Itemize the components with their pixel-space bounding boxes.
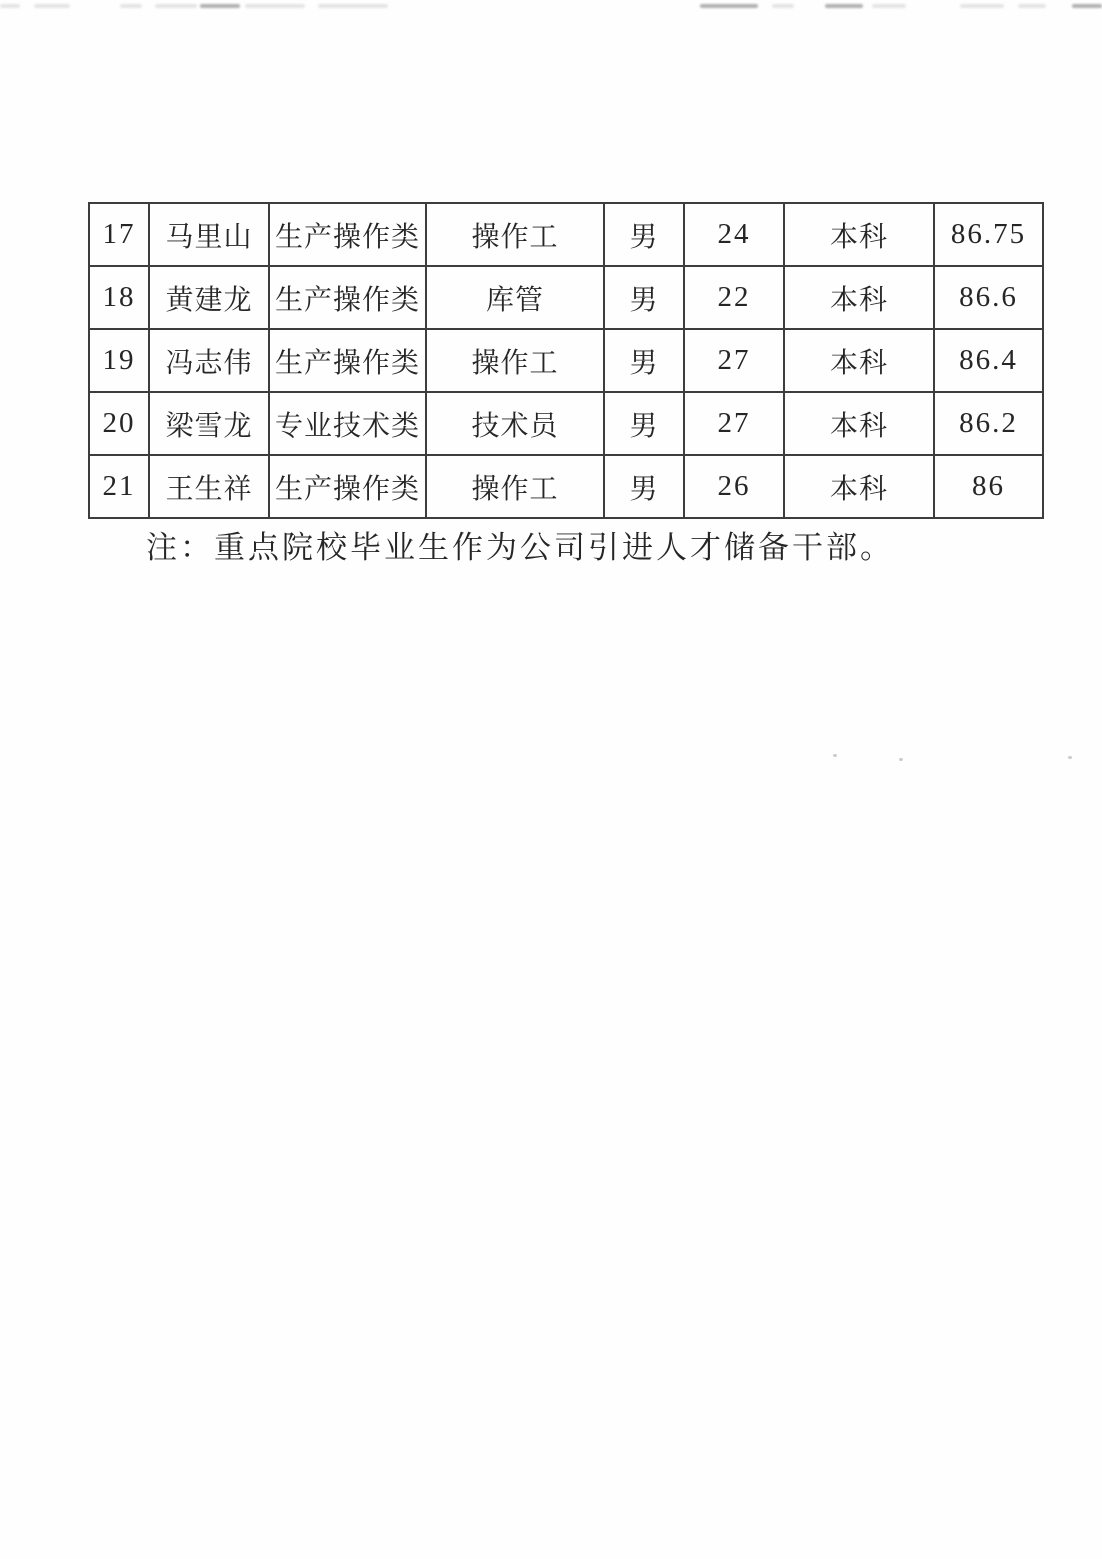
- cell-name: 黄建龙: [149, 266, 269, 329]
- cell-category: 生产操作类: [269, 455, 426, 518]
- scan-artifact: [200, 4, 240, 8]
- cell-score: 86.4: [934, 329, 1043, 392]
- cell-category: 生产操作类: [269, 266, 426, 329]
- cell-education: 本科: [784, 203, 934, 266]
- cell-score: 86.75: [934, 203, 1043, 266]
- cell-education: 本科: [784, 266, 934, 329]
- scan-artifact: [825, 4, 863, 8]
- table-row: [89, 266, 1043, 329]
- scan-speckle: [833, 754, 837, 757]
- roster-table: [88, 202, 1044, 519]
- scan-artifact: [772, 4, 794, 8]
- scan-artifact: [872, 4, 906, 8]
- cell-category: 生产操作类: [269, 329, 426, 392]
- cell-category: 专业技术类: [269, 392, 426, 455]
- cell-position: 操作工: [426, 203, 604, 266]
- scan-artifact: [245, 4, 305, 8]
- cell-position: 操作工: [426, 455, 604, 518]
- scan-artifact: [0, 4, 20, 8]
- cell-name: 王生祥: [149, 455, 269, 518]
- cell-position: 库管: [426, 266, 604, 329]
- cell-gender: 男: [604, 266, 684, 329]
- cell-education: 本科: [784, 455, 934, 518]
- cell-gender: 男: [604, 203, 684, 266]
- cell-score: 86.2: [934, 392, 1043, 455]
- cell-index: 19: [89, 329, 149, 392]
- scan-artifact: [34, 4, 70, 8]
- cell-position: 技术员: [426, 392, 604, 455]
- cell-category: 生产操作类: [269, 203, 426, 266]
- cell-age: 27: [684, 329, 784, 392]
- scan-artifact: [1018, 4, 1046, 8]
- cell-score: 86.6: [934, 266, 1043, 329]
- cell-name: 冯志伟: [149, 329, 269, 392]
- cell-education: 本科: [784, 392, 934, 455]
- scan-artifact: [318, 4, 388, 8]
- table-row: [89, 203, 1043, 266]
- cell-name: 梁雪龙: [149, 392, 269, 455]
- cell-age: 26: [684, 455, 784, 518]
- cell-gender: 男: [604, 392, 684, 455]
- cell-position: 操作工: [426, 329, 604, 392]
- cell-name: 马里山: [149, 203, 269, 266]
- cell-gender: 男: [604, 455, 684, 518]
- table-row: [89, 329, 1043, 392]
- cell-age: 22: [684, 266, 784, 329]
- scan-artifact: [120, 4, 142, 8]
- cell-index: 18: [89, 266, 149, 329]
- scan-speckle: [1068, 756, 1072, 759]
- cell-gender: 男: [604, 329, 684, 392]
- scan-artifact: [155, 4, 197, 8]
- scan-speckle: [899, 758, 903, 761]
- scan-artifact: [1072, 4, 1102, 8]
- scan-artifact: [960, 4, 1004, 8]
- cell-education: 本科: [784, 329, 934, 392]
- cell-score: 86: [934, 455, 1043, 518]
- cell-index: 20: [89, 392, 149, 455]
- footnote-text: 注：重点院校毕业生作为公司引进人才储备干部。: [146, 530, 894, 565]
- cell-age: 24: [684, 203, 784, 266]
- cell-age: 27: [684, 392, 784, 455]
- table-row: [89, 455, 1043, 518]
- scan-artifact-strip: [0, 0, 1102, 14]
- scan-artifact: [700, 4, 758, 8]
- cell-index: 21: [89, 455, 149, 518]
- table-row: [89, 392, 1043, 455]
- cell-index: 17: [89, 203, 149, 266]
